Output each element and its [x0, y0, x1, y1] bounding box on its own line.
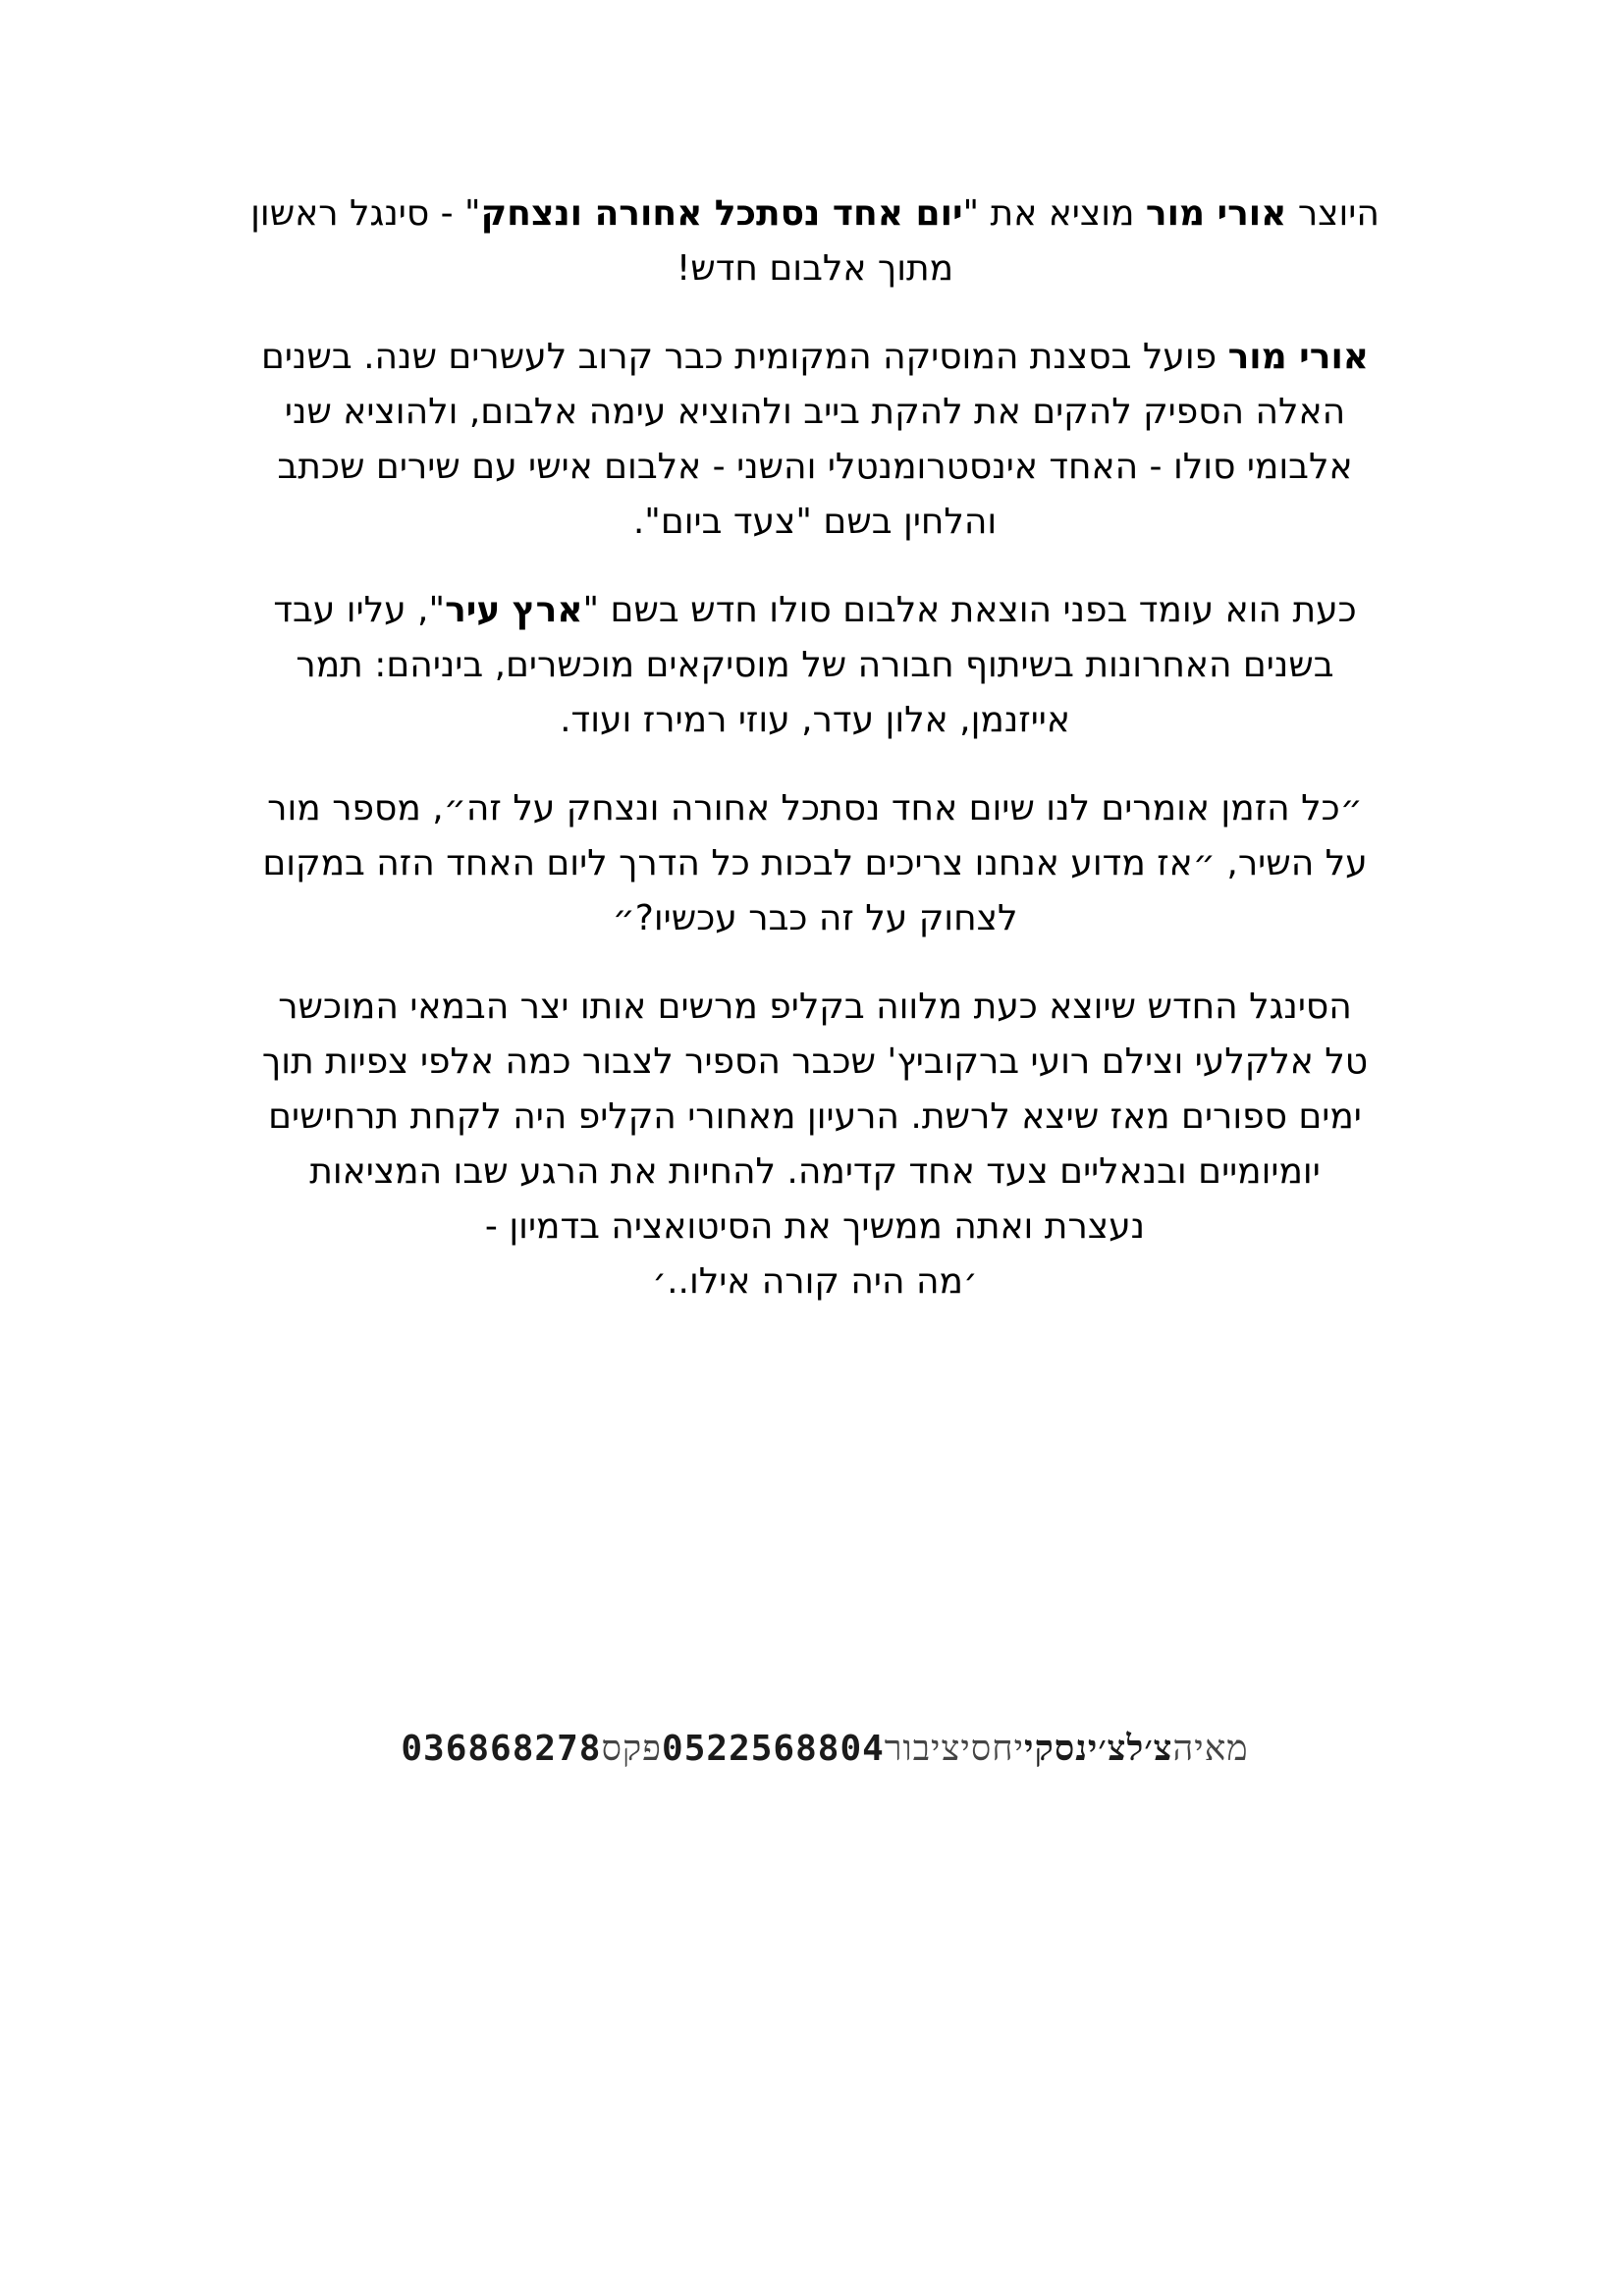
phone-number: 0522568804	[662, 1729, 885, 1769]
contact-last-name: צ׳לצ׳ינסקי	[1024, 1729, 1173, 1769]
pr-contact-footer	[314, 1728, 1335, 1769]
clip-line-3: ימים ספורים מאז שיצא לרשת. הרעיון מאחורי הקליפ היה לקחת תרחישים	[268, 1096, 1362, 1137]
contact-first-name: מאיה	[1172, 1729, 1249, 1769]
video-clip-paragraph	[196, 980, 1434, 1309]
headline-text: " - סינגל ראשון	[250, 193, 481, 234]
album-title: ארץ עיר	[445, 590, 583, 630]
bio-line-4: והלחין בשם "צעד ביום".	[632, 502, 998, 542]
bio-text: פועל בסצנת המוסיקה המקומית כבר קרוב לעשרים שנה. בשנים	[260, 337, 1228, 377]
clip-line-4: יומיומיים ובנאליים צעד אחד קדימה. להחיות את הרגע שבו המציאות	[309, 1151, 1321, 1192]
headline-paragraph	[196, 187, 1434, 296]
headline-line-2: מתוך אלבום חדש!	[676, 248, 954, 289]
quote-line-2: על השיר, ״אז מדוע אנחנו צריכים לבכות כל הדרך ליום האחד הזה במקום	[262, 843, 1368, 883]
headline-text: מוציא את "	[962, 193, 1146, 234]
new-album-paragraph	[196, 583, 1434, 748]
quote-paragraph	[196, 781, 1434, 946]
album-text: ", עליו עבד	[273, 590, 446, 630]
artist-name: אורי מור	[1227, 337, 1370, 377]
quote-line-1: ״כל הזמן אומרים לנו שיום אחד נסתכל אחורה ונצחק על זה״, מספר מור	[267, 788, 1363, 828]
clip-line-1: הסינגל החדש שיוצא כעת מלווה בקליפ מרשים אותו יצר הבמאי המוכשר	[278, 987, 1352, 1027]
clip-line-5: נעצרת ואתה ממשיך את הסיטואציה בדמיון -	[484, 1206, 1146, 1247]
album-line-1	[196, 583, 1434, 638]
artist-bio-paragraph	[196, 330, 1434, 550]
headline-line-1	[196, 187, 1434, 241]
press-release-body	[196, 187, 1434, 1343]
song-title: יום אחד נסתכל אחורה ונצחק	[480, 193, 963, 234]
quote-line-3: לצחוק על זה כבר עכשיו?״	[612, 898, 1018, 938]
fax-number: 036868278	[401, 1729, 602, 1769]
pr-label: יחסי	[960, 1729, 1025, 1769]
artist-name: אורי מור	[1145, 193, 1287, 234]
clip-line-2: טל אלקלעי וצילם רועי ברקוביץ' שכבר הספיר לצבור כמה אלפי צפיות תוך	[261, 1041, 1369, 1082]
album-line-2: בשנים האחרונות בשיתוף חבורה של מוסיקאים מוכשרים, ביניהם: תמר	[296, 645, 1334, 685]
album-text: כעת הוא עומד בפני הוצאת אלבום סולו חדש בשם "	[582, 590, 1357, 630]
pr-label-2: ציבור	[884, 1729, 961, 1769]
headline-text: היוצר	[1286, 193, 1380, 234]
bio-line-1	[196, 330, 1434, 385]
bio-line-3: אלבומי סולו - האחד אינסטרומנטלי והשני - אלבום אישי עם שירים שכתב	[277, 447, 1353, 487]
album-line-3: אייזנמן, אלון עדר, עוזי רמירז ועוד.	[560, 700, 1070, 740]
bio-line-2: האלה הספיק להקים את להקת בייב ולהוציא עימה אלבום, ולהוציא שני	[284, 392, 1346, 432]
fax-label: פקס	[601, 1729, 663, 1769]
clip-line-6: ׳מה היה קורה אילו..׳	[652, 1261, 978, 1302]
